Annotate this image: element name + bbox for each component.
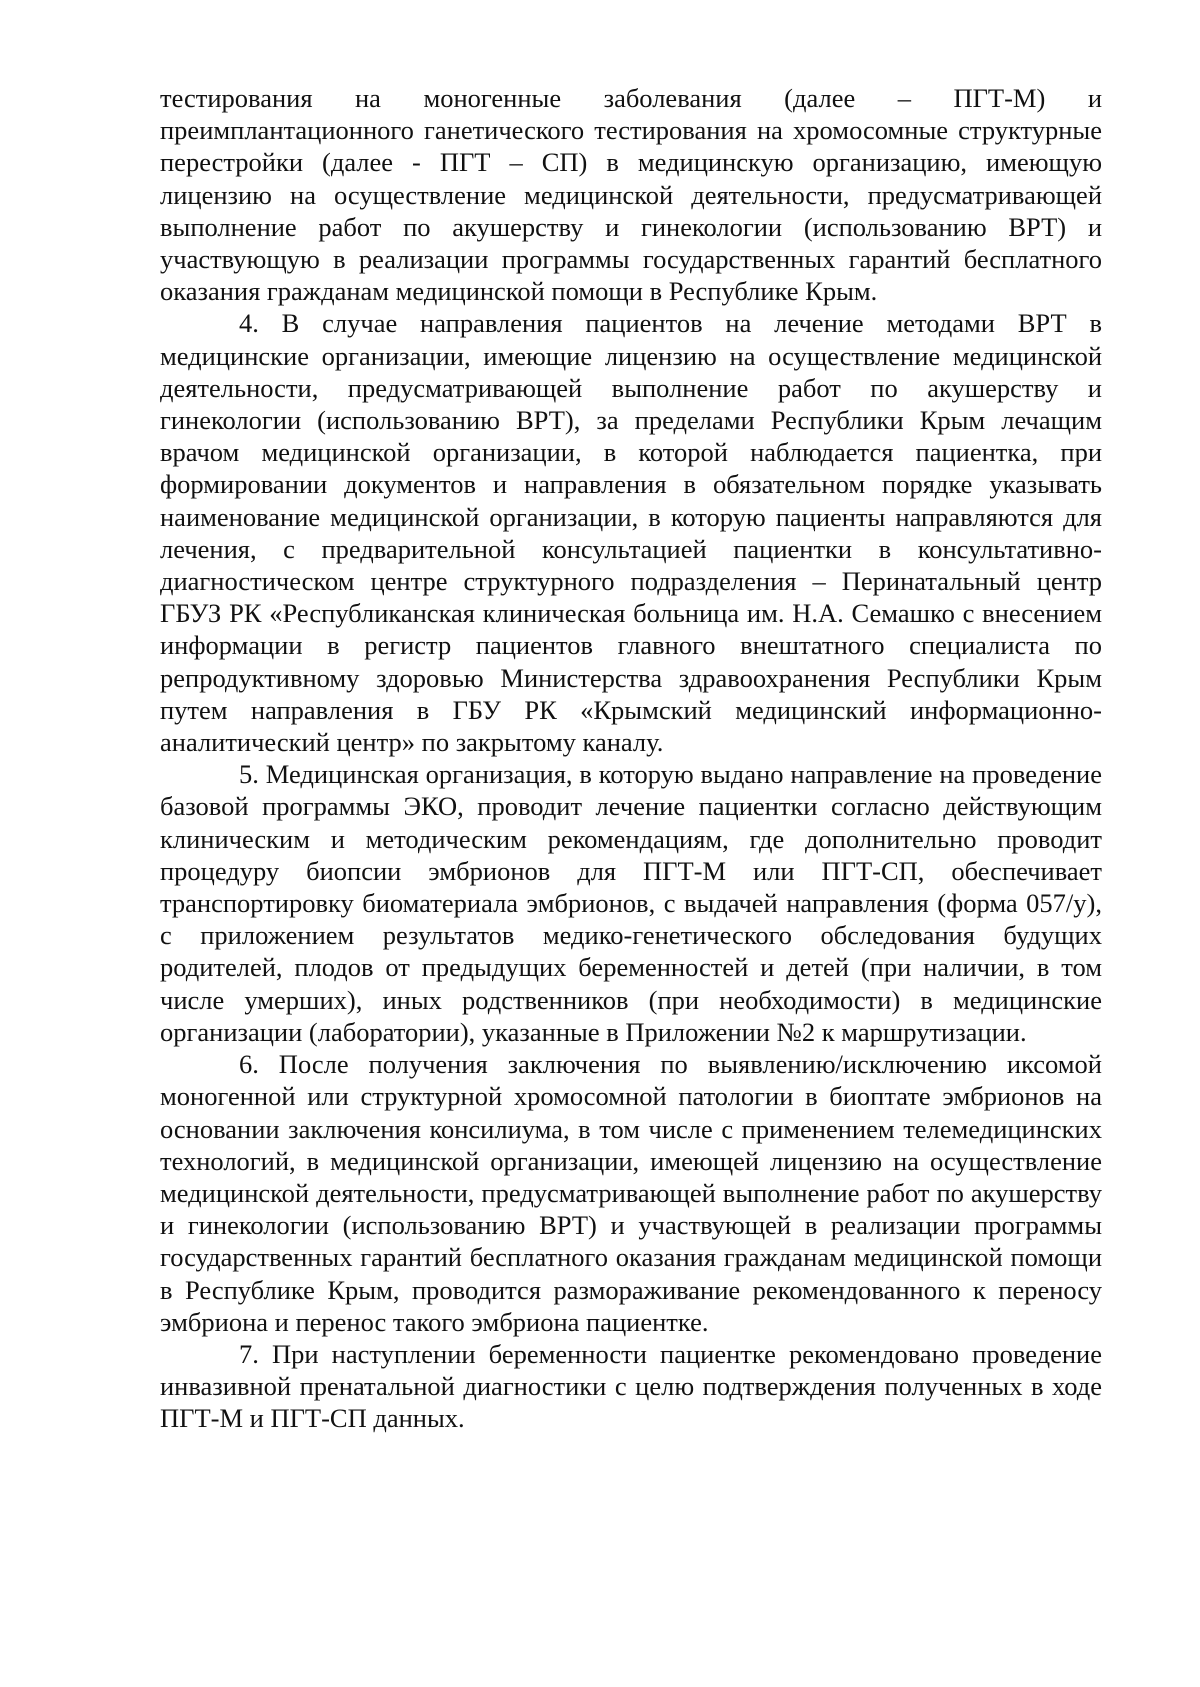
paragraph-continuation: тестирования на моногенные заболевания (далее – ПГТ-М) и преимплантационного ганетического тестирования на хромосомные структурные перестройки (далее - ПГТ – СП) в медицинскую организацию, имеющую лицензию на осуществление медицинской деятельности, предусматривающей выполнение работ по акушерству и гинекологии (использованию ВРТ) и участвующую в реализации программы государственных гарантий бесплатного оказания гражданам медицинской помощи в Республике Крым. xyxy=(160,83,1102,307)
paragraph-item-4: 4. В случае направления пациентов на лечение методами ВРТ в медицинские организации, имеющие лицензию на осуществление медицинской деятельности, предусматривающей выполнение работ по акушерству и гинекологии (использованию ВРТ), за пределами Республики Крым лечащим врачом медицинской организации, в которой наблюдается пациентка, при формировании документов и направления в обязательном порядке указывать наименование медицинской организации, в которую пациенты направляются для лечения, с предварительной консультацией пациентки в консультативно-диагностическом центре структурного подразделения – Перинатальный центр ГБУЗ РК «Республиканская клиническая больница им. Н.А. Семашко с внесением информации в регистр пациентов главного внештатного специалиста по репродуктивному здоровью Министерства здравоохранения Республики Крым путем направления в ГБУ РК «Крымский медицинский информационно-аналитический центр» по закрытому каналу. xyxy=(160,308,1102,758)
paragraph-item-5: 5. Медицинская организация, в которую выдано направление на проведение базовой программы ЭКО, проводит лечение пациентки согласно действующим клиническим и методическим рекомендациям, где дополнительно проводит процедуру биопсии эмбрионов для ПГТ-М или ПГТ-СП, обеспечивает транспортировку биоматериала эмбрионов, с выдачей направления (форма 057/у), с приложением результатов медико-генетического обследования будущих родителей, плодов от предыдущих беременностей и детей (при наличии, в том числе умерших), иных родственников (при необходимости) в медицинские организации (лаборатории), указанные в Приложении №2 к маршрутизации. xyxy=(160,759,1102,1047)
document-page xyxy=(160,82,1102,1435)
paragraph-item-7: 7. При наступлении беременности пациентке рекомендовано проведение инвазивной пренатальной диагностики с целю подтверждения полученных в ходе ПГТ-М и ПГТ-СП данных. xyxy=(160,1338,1102,1434)
paragraph-item-6: 6. После получения заключения по выявлению/исключению иксомой моногенной или структурной хромосомной патологии в биоптате эмбрионов на основании заключения консилиума, в том числе с применением телемедицинских технологий, в медицинской организации, имеющей лицензию на осуществление медицинской деятельности, предусматривающей выполнение работ по акушерству и гинекологии (использованию ВРТ) и участвующей в реализации программы государственных гарантий бесплатного оказания гражданам медицинской помощи в Республике Крым, проводится размораживание рекомендованного к переносу эмбриона и перенос такого эмбриона пациентке. xyxy=(160,1049,1102,1337)
